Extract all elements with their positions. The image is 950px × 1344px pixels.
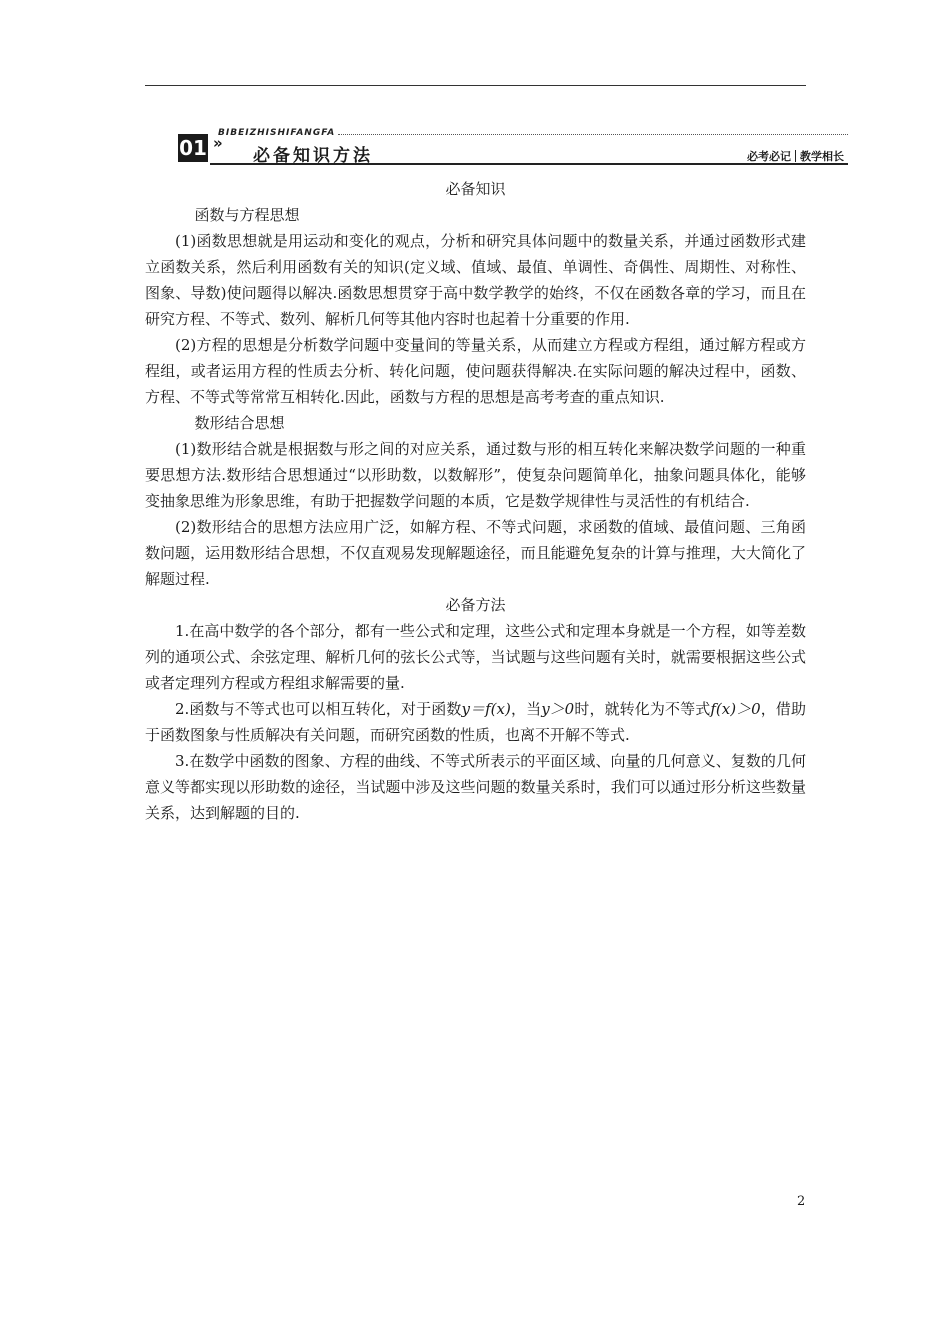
- text-run: ，借助于函数图象与性质解决有关问题，而研究函数的性质，也离不开解不等式.: [145, 700, 806, 744]
- method-heading: 必备方法: [445, 596, 506, 614]
- document-body: [145, 176, 806, 826]
- banner-dotted-line: [338, 134, 848, 135]
- banner-pinyin: BIBEIZHISHIFANGFA: [218, 128, 336, 138]
- paragraph-with-formula: [145, 696, 806, 748]
- paragraph: 1.在高中数学的各个部分，都有一些公式和定理，这些公式和定理本身就是一个方程，如等差数列的通项公式、余弦定理、解析几何的弦长公式等，当试题与这些问题有关时，就需要根据这些公式或者定理列方程或方程组求解需要的量.: [145, 622, 806, 692]
- formula: y＞0: [541, 700, 575, 718]
- paragraph: (1)数形结合就是根据数与形之间的对应关系，通过数与形的相互转化来解决数学问题的一种重要思想方法.数形结合思想通过“以形助数，以数解形”，使复杂问题简单化，抽象问题具体化，能够变抽象思维为形象思维，有助于把握数学问题的本质，它是数学规律性与灵活性的有机结合.: [145, 440, 806, 510]
- sub-heading-shape-number: 数形结合思想: [194, 414, 285, 432]
- text-run: ，当: [510, 700, 542, 718]
- sub-heading-function-equation: 函数与方程思想: [194, 206, 300, 224]
- banner-number: 01: [179, 136, 207, 160]
- banner-tag-left: 必考必记: [747, 150, 791, 163]
- paragraph: (2)数形结合的思想方法应用广泛，如解方程、不等式问题，求函数的值域、最值问题、三角函数问题，运用数形结合思想，不仅直观易发现解题途径，而且能避免复杂的计算与推理，大大简化了解题过程.: [145, 518, 806, 588]
- header-rule: [145, 85, 806, 86]
- knowledge-heading: 必备知识: [445, 180, 506, 198]
- formula: y＝f(x): [461, 700, 511, 718]
- paragraph: (1)函数思想就是用运动和变化的观点，分析和研究具体问题中的数量关系，并通过函数形式建立函数关系，然后利用函数有关的知识(定义域、值域、最值、单调性、奇偶性、周期性、对称性、图象、导数)使问题得以解决.函数思想贯穿于高中数学教学的始终，不仅在函数各章的学习，而且在研究方程、不等式、数列、解析几何等其他内容时也起着十分重要的作用.: [145, 232, 806, 328]
- text-run: 2.函数与不等式也可以相互转化，对于函数: [175, 700, 462, 718]
- banner-tag: [747, 148, 844, 164]
- page-number: 2: [797, 1194, 806, 1209]
- double-chevron-icon: »: [213, 134, 223, 152]
- banner-title: 必备知识方法: [253, 146, 373, 166]
- section-banner: [178, 128, 848, 168]
- paragraph: (2)方程的思想是分析数学问题中变量间的等量关系，从而建立方程或方程组，通过解方程或方程组，或者运用方程的性质去分析、转化问题，使问题获得解决.在实际问题的解决过程中，函数、方程、不等式等常常互相转化.因此，函数与方程的思想是高考考查的重点知识.: [145, 336, 806, 406]
- banner-tag-separator: [795, 150, 796, 162]
- text-run: 时，就转化为不等式: [574, 700, 711, 718]
- paragraph: 3.在数学中函数的图象、方程的曲线、不等式所表示的平面区域、向量的几何意义、复数的几何意义等都实现以形助数的途径，当试题中涉及这些问题的数量关系时，我们可以通过形分析这些数量关系，达到解题的目的.: [145, 752, 806, 822]
- formula: f(x)＞0: [710, 700, 761, 718]
- banner-tag-right: 教学相长: [800, 150, 844, 163]
